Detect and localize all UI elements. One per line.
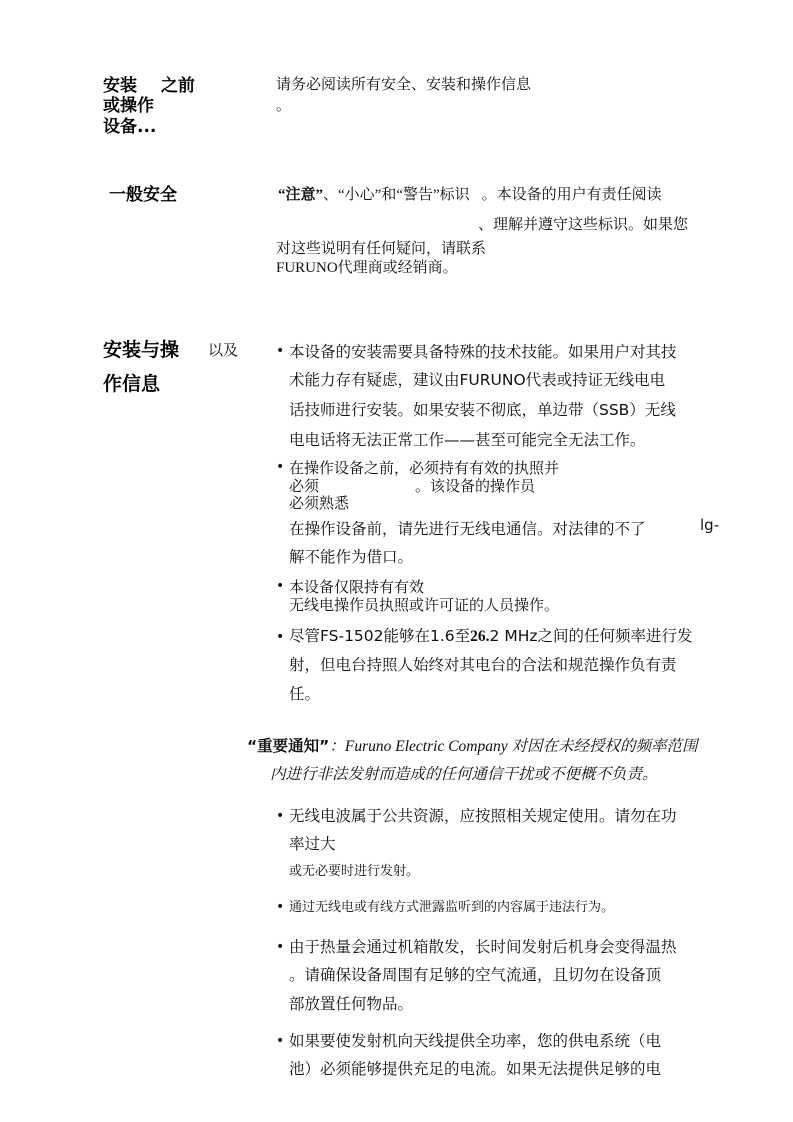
caution-warning-labels: 、“小心”和“警告”标识 [323,187,470,203]
safety-text-line-3: 对这些说明有任何疑问，请联系 [276,239,487,257]
bullet-1-line-3: 话技师进行安装。如果安装不彻底，单边带（SSB）无线 [289,401,676,419]
note-label: “注意” [278,187,324,203]
bullet-4-line-2: 射，但电台持照人始终对其电台的合法和规范操作负有责 [289,656,677,674]
bullet-1-dot: • [276,343,285,359]
bullet-2-line-3: 必须熟悉 [289,494,350,512]
bullet-5-line-3: 或无必要时进行发射。 [289,864,420,879]
read-all-info-period: 。 [276,96,292,114]
bullet-4-dot: • [276,629,285,645]
bullet-1-line-1: 本设备的安装需要具备特殊的技术技能。如果用户对其技 [289,343,677,361]
safety-text-line-2: 、理解并遵守这些标识。如果您 [478,215,689,233]
bullet-3-line-1: 本设备仅限持有有效 [289,578,425,596]
bullet-4-line-1-a: 尽管FS-1502能够在1.6至 [289,627,471,645]
bullet-2-line-4: 在操作设备前，请先进行无线电通信。对法律的不了 [289,520,646,538]
bullet-1-line-2: 术能力存有疑虑，建议由FURUNO代表或持证无线电电 [289,371,666,389]
bullet-2-line-2a: 必须 [289,477,320,495]
bullet-7-line-3: 部放置任何物品。 [289,995,414,1013]
bullet-2-line-2b: 。该设备的操作员 [415,477,536,495]
heading-line-operate: 或操作 [103,96,154,116]
important-notice-text-1: Furuno Electric Company 对因在未经授权的频率范围 [344,738,698,755]
important-notice-label: “重要通知” [247,737,330,755]
important-notice-line-1 [247,732,698,761]
bullet-8-line-2: 池）必须能够提供充足的电流。如果无法提供足够的电 [289,1060,662,1078]
bullet-3-line-2: 无线电操作员执照或许可证的人员操作。 [289,596,560,614]
install-operate-heading-extra: 以及 [208,341,239,359]
heading-word-before: 之前 [160,76,195,96]
heading-line-device: 设备... [103,117,157,137]
bullet-3-dot: • [276,578,285,594]
important-notice-colon: ： [329,737,345,755]
bullet-6-dot: • [276,899,285,915]
bullet-2-line-4-extra: lg- [700,516,720,534]
bullet-6-line-1: 通过无线电或有线方式泄露监听到的内容属于违法行为。 [289,900,615,915]
bullet-5-dot: • [276,808,285,824]
bullet-4-line-1-c: 2 MHz之间的任何频率进行发 [489,627,693,645]
bullet-4-freq-bold: 26. [470,628,490,645]
section-heading-before-install [103,76,195,96]
install-operate-heading-2: 作信息 [103,373,161,395]
bullet-7-line-1: 由于热量会通过机箱散发，长时间发射后机身会变得温热 [289,938,677,956]
bullet-7-dot: • [276,939,285,955]
bullet-2-line-5: 解不能作为借口。 [289,548,414,566]
safety-text-line-4: FURUNO代理商或经销商。 [276,260,458,276]
general-safety-heading: 一般安全 [109,185,177,205]
heading-word-install: 安装 [103,76,137,96]
bullet-1-line-4: 电电话将无法正常工作——甚至可能完全无法工作。 [289,431,646,449]
bullet-2-dot: • [276,459,285,475]
bullet-8-dot: • [276,1033,285,1049]
safety-text-line-1 [278,185,662,205]
install-operate-heading-1: 安装与操 [103,339,180,361]
bullet-5-line-2: 率过大 [289,835,336,853]
bullet-4-line-1 [289,622,693,651]
bullet-5-line-1: 无线电波属于公共资源，应按照相关规定使用。请勿在功 [289,807,677,825]
bullet-2-line-1: 在操作设备之前，必须持有有效的执照并 [289,459,560,477]
read-all-info-text: 请务必阅读所有安全、安装和操作信息 [276,75,532,93]
bullet-8-line-1: 如果要使发射机向天线提供全功率，您的供电系统（电 [289,1032,662,1050]
important-notice-line-2: 内进行非法发射而造成的任何通信干扰或不便概不负责。 [270,765,658,783]
bullet-4-line-3: 任。 [289,685,321,703]
bullet-7-line-2: 。请确保设备周围有足够的空气流通，且切勿在设备顶 [289,966,662,984]
safety-text-line-1-rest: 。本设备的用户有责任阅读 [481,185,662,203]
